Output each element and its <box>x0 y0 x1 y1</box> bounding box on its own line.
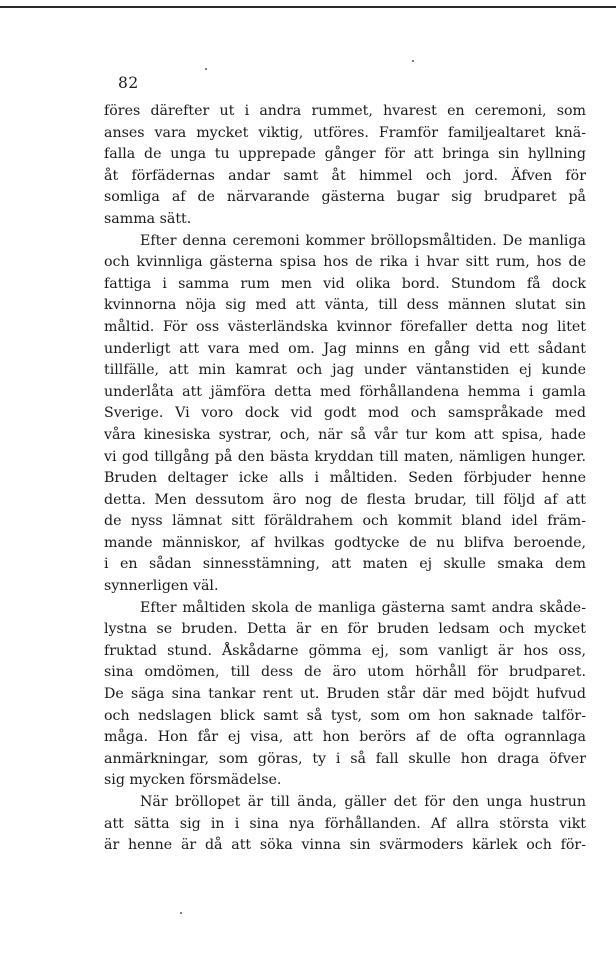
text-line: i en sådan sinnesstämning, att maten ej skulle smaka dem <box>104 556 586 573</box>
text-line: våra kinesiska systrar, och, när så vår tur kom att spisa, hade <box>104 426 586 443</box>
text-line: mande människor, af hvilkas godtycke de nu blifva beroende, <box>104 534 586 551</box>
text-line: kvinnorna nöja sig med att vänta, till dess männen slutat sin <box>104 297 586 314</box>
text-line: somliga af de närvarande gästerna bugar sig brudparet på <box>104 189 586 206</box>
text-line: underlåta att jämföra detta med förhållandena hemma i gamla <box>104 383 586 400</box>
text-line: att sätta sig in i sina nya förhållanden. Af allra största vikt <box>104 815 586 832</box>
print-speck <box>412 60 414 62</box>
text-line: sig mycken försmädelse. <box>104 772 282 789</box>
text-line: vi god tillgång på den bästa kryddan till maten, nämligen hunger. <box>104 448 586 465</box>
text-line: är henne är då att söka vinna sin svärmoders kärlek och för- <box>104 837 586 854</box>
text-line: och kvinnliga gästerna spisa hos de rika i hvar sitt rum, hos de <box>104 254 586 271</box>
text-line: fattiga i samma rum men vid olika bord. Stundom få dock <box>104 275 586 292</box>
text-line: lystna se bruden. Detta är en för bruden ledsam och mycket <box>104 621 586 638</box>
text-line: De säga sina tankar rent ut. Bruden står där med böjdt hufvud <box>104 686 586 703</box>
text-line: måltid. För oss västerländska kvinnor förefaller detta nog litet <box>104 318 586 335</box>
text-line: synnerligen väl. <box>104 578 219 595</box>
text-line: Sverige. Vi voro dock vid godt mod och samspråkade med <box>104 405 586 422</box>
text-line: och nedslagen blick samt så tyst, som om hon saknade talför- <box>104 707 586 724</box>
text-line: detta. Men dessutom äro nog de flesta brudar, till följd af att <box>104 491 586 508</box>
text-line: de nyss lämnat sitt föräldrahem och kommit bland idel främ- <box>104 513 586 530</box>
text-line: När bröllopet är till ända, gäller det för den unga hustrun <box>140 794 586 810</box>
text-line: Efter måltiden skola de manliga gästerna samt andra skåde- <box>140 599 586 616</box>
text-line: måga. Hon får ej visa, att hon berörs af de ofta ogrannlaga <box>104 729 586 746</box>
text-line: åt förfädernas andar samt åt himmel och jord. Äfven för <box>104 167 586 184</box>
text-line: underligt att vara med om. Jag minns en gång vid ett sådant <box>104 340 586 357</box>
text-line: anmärkningar, som göras, ty i så fall skulle hon draga öfver <box>104 750 586 767</box>
page-number: 82 <box>118 74 139 92</box>
text-line: Efter denna ceremoni kommer bröllopsmåltiden. De manliga <box>140 232 586 249</box>
print-speck <box>205 68 207 70</box>
text-line: fruktad stund. Åskådarne gömma ej, som vanligt är hos oss, <box>104 642 586 659</box>
text-line: sina omdömen, till dess de äro utom hörhåll för brudparet. <box>104 664 586 681</box>
text-line: föres därefter ut i andra rummet, hvarest en ceremoni, som <box>104 103 586 119</box>
text-line: samma sätt. <box>104 210 192 227</box>
top-rule <box>0 6 616 8</box>
text-line: falla de unga tu upprepade gånger för att bringa sin hyllning <box>104 146 586 163</box>
print-speck <box>180 912 182 914</box>
body-text <box>104 101 586 857</box>
text-line: Bruden deltager icke alls i måltiden. Seden förbjuder henne <box>104 470 586 487</box>
text-line: anses vara mycket viktig, utföres. Framför familjealtaret knä- <box>104 124 586 141</box>
text-line: tillfälle, att min kamrat och jag under väntanstiden ej kunde <box>104 362 586 379</box>
